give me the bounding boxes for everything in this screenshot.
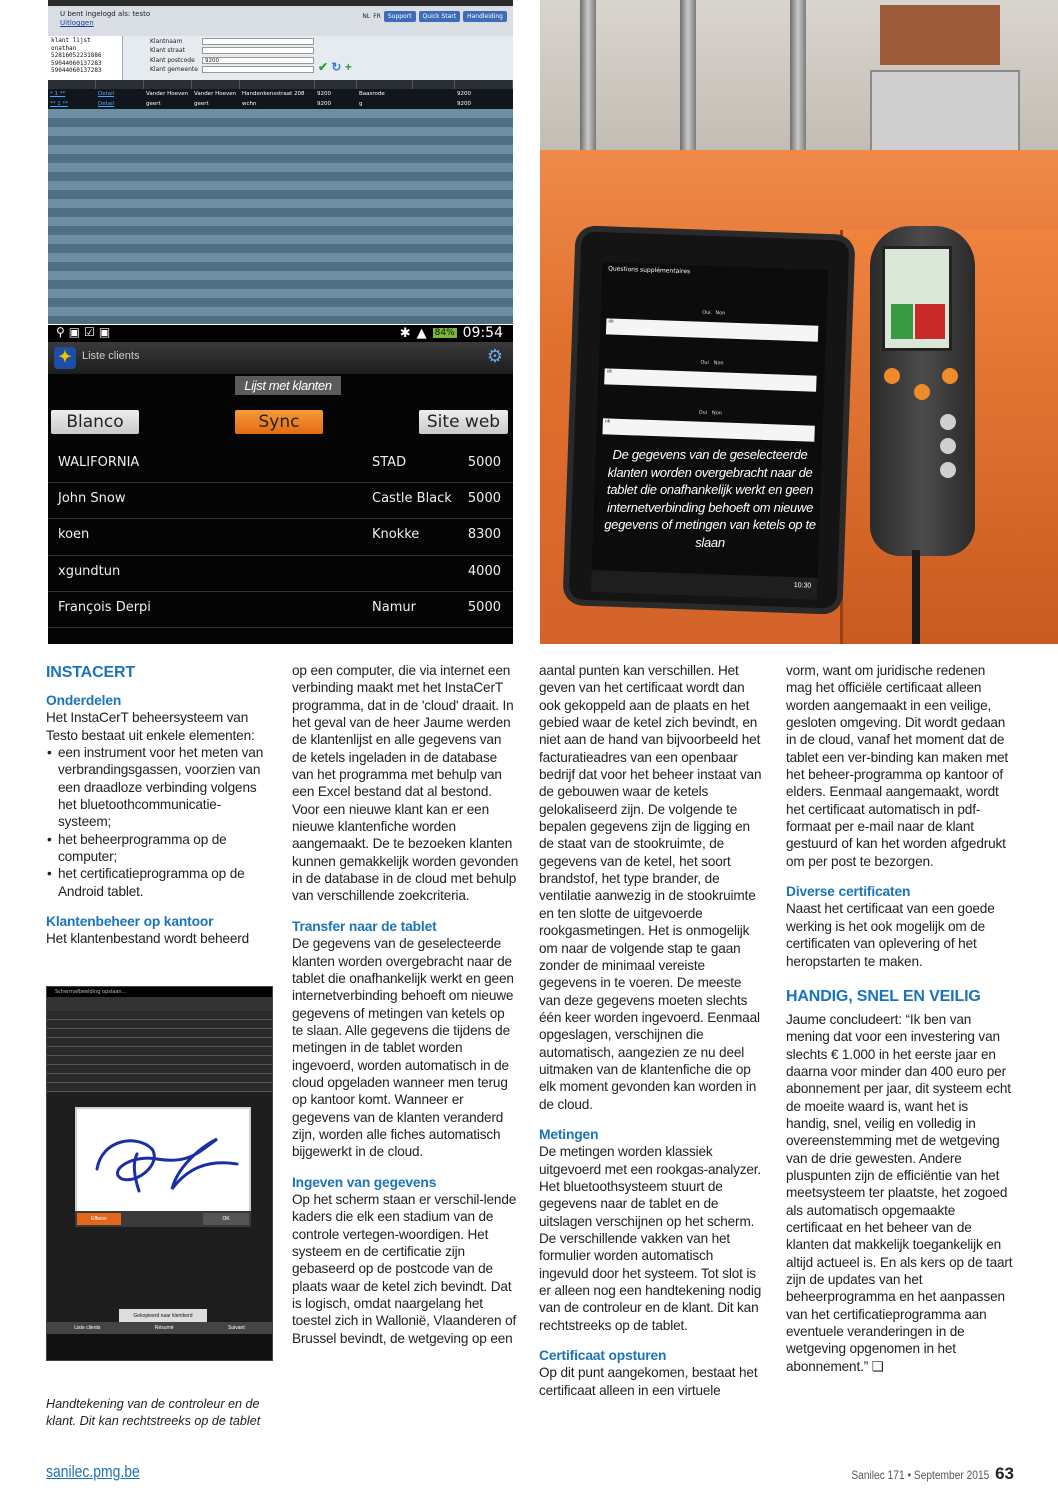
article-column-2 — [292, 662, 519, 1347]
battery-level: 84% — [434, 328, 455, 338]
radio-oui[interactable]: Oui — [702, 309, 711, 316]
list-item[interactable] — [48, 447, 513, 483]
heading-onderdelen: Onderdelen — [46, 693, 122, 708]
table-row[interactable]: ** 1 ** Detail geert geert wchn 9200 g 9200 — [48, 99, 513, 109]
paragraph: Het klantenbestand wordt beheerd — [46, 931, 250, 947]
heading-diverse: Diverse certificaten — [786, 884, 911, 900]
app-logo-icon: ✦ — [54, 347, 76, 369]
analyzer-key — [914, 384, 930, 400]
tablet-field[interactable]: ok — [606, 318, 818, 341]
client-zip: 5000 — [467, 491, 501, 507]
android-nav-bar — [47, 1334, 272, 1360]
empty-table-rows — [48, 109, 513, 324]
copied-toast: Gekopieerd naar klembord — [119, 1309, 207, 1323]
client-street-input[interactable] — [202, 47, 314, 54]
photo-caption: De gegevens van de geselecteerde klanten worden overgebracht naar de tablet die onafhankelijk werkt en geen internetverbinding behoeft om nieuwe gegevens of metingen van ketels op te slaan — [604, 447, 816, 550]
client-postcode-input[interactable]: 9200 — [202, 57, 314, 64]
tablet-title: Questions supplémentaires — [608, 265, 691, 276]
notification-icons: ⚲▣☑▣ — [56, 325, 115, 339]
logged-in-text: U bent ingelogd als: testo — [60, 10, 151, 18]
app-bar — [48, 342, 513, 374]
analyzer-key — [884, 368, 900, 384]
flue-gas-analyzer — [870, 226, 975, 556]
boiler-room-photo — [540, 0, 1058, 644]
page-number: 63 — [995, 1464, 1014, 1483]
analyzer-key — [940, 462, 956, 478]
lang-nl[interactable]: NL — [362, 13, 371, 20]
field-label: Klant postcode — [150, 56, 195, 64]
status-time: 09:54 — [462, 325, 503, 341]
paragraph: De gegevens van de geselecteerde klanten worden overgebracht naar de tablet die onafhankelijk werkt en geen internetverbinding behoeft om nieuwe gegevens of metingen van ketels op te slaan. Alle gegevens die tijdens de metingen in de tablet worden ingevoerd, worden automatisch in de cloud opgeladen wanneer men terug op kantoor komt. Wanneer er gegevens van de klanten veranderd zijn, worden alle fiches automatisch bijgewerkt in de cloud. — [292, 936, 514, 1160]
paragraph: Jaume concludeert: “Ik ben van mening dat voor een investering van slechts € 1.000 in het eerste jaar en daarna voor minder dan 400 euro per abonnement per jaar, dit systeem echt de moeite waard is, want het is handig, snel, veilig en volledig in overeenstemming met de wetgeving van de drie gewesten. Andere pluspunten zijn de efficiëntie van het meetsysteem ter plaatste, het zogoed als automatisch opgemaakte certificaat en het beheer van de klanten dat makkelijk toegankelijk en altijd actueel is. En als kers op de taart zijn de updates van het beheerprogramma en het aanpassen van het certificatieprogramma aan eventuele veranderingen in de wetgeving opgenomen in het abonnement.” ❏ — [786, 1011, 1013, 1374]
issue-info: Sanilec 171 • September 2015 — [851, 1468, 990, 1482]
list-item[interactable] — [48, 519, 513, 555]
list-item[interactable] — [48, 556, 513, 592]
paragraph: Op het scherm staan er verschil-lende kaders die elk een stadium van de controle vertegen-woordigen. Het systeem en de certificatie zijn gebaseerd op de postcode van de plaats waar de ketel zich bevindt. Dat is logisch, omdat naargelang het toestel zich in Wallonië, Vlaanderen of Brussel bevindt, de wetgeving op een — [292, 1191, 517, 1346]
client-city: Knokke — [372, 527, 420, 543]
client-zip: 8300 — [467, 527, 501, 543]
ok-button[interactable]: OK — [203, 1213, 249, 1225]
signal-icon: ▲ — [416, 325, 427, 341]
article-column-1 — [46, 662, 272, 948]
client-zip: 5000 — [467, 599, 501, 615]
heading-klantenbeheer: Klantenbeheer op kantoor — [46, 914, 214, 930]
add-icon[interactable]: + — [344, 60, 352, 74]
paragraph: Op dit punt aangekomen, bestaat het certificaat alleen in een virtuele — [539, 1365, 758, 1398]
client-table — [48, 80, 513, 324]
paragraph: aantal punten kan verschillen. Het geven van het certificaat wordt dan ook gekoppeld aan de plaats en het gebied waar de ketel zich bevindt, en niet aan de hand van bijvoorbeeld het facturatieadres van een openbaar bedrijf dat voor het beheer instaat van de gebouwen waar de ketels gelokaliseerd zijn. De volgende te bepalen gegevens zijn de ligging en de staat van de stookruimte, de gegevens van de ketel, het soort brandstof, het type brander, de ventilatie aanwezig in de stookruimte en ten slotte de uitgevoerde rookgasmetingen. Het is onmogelijk om naar de volgende stap te gaan zonder de minimaal vereiste gegevens in te voeren. De meeste van deze gegevens moeten slechts één keer worden ingevoerd. Eenmaal opgeslagen, verschijnen die automatisch, aangezien ze nu deel uitmaken van de klantenfiche die op elk moment gevonden kan worden in de cloud. — [539, 663, 762, 1112]
heading-metingen: Metingen — [539, 1126, 599, 1142]
bluetooth-icon: ✱ — [399, 325, 411, 341]
tablet-field[interactable]: ok — [604, 368, 816, 391]
end-mark-icon: ❏ — [871, 1358, 884, 1374]
radio-non[interactable]: Non — [715, 310, 726, 317]
refresh-icon[interactable]: ↻ — [331, 60, 342, 74]
analyzer-key — [940, 414, 956, 430]
tablet-time: 10:30 — [793, 582, 812, 590]
client-list-item[interactable]: 59044060137283 — [51, 59, 102, 67]
signature-caption: Handtekening van de controleur en de klant. Dit kan rechtstreeks op de tablet — [46, 1397, 261, 1428]
web-app-screenshot — [48, 0, 513, 324]
client-list-item[interactable]: 59044060137283 — [51, 67, 102, 74]
client-name: John Snow — [58, 491, 126, 507]
client-city: STAD — [372, 455, 407, 470]
paragraph: De metingen worden klassiek uitgevoerd met een rookgas-analyzer. Het bluetoothsysteem stuurt de gegevens naar de tablet en de uitslagen verschijnen op het scherm. De verschillende vakken van het formulier worden automatisch ingevuld door het systeem. Tot slot is er alleen nog een handtekening nodig van de controleur en de klant. Dit kan rechtstreeks op de tablet. — [539, 1144, 762, 1333]
status-bar — [48, 325, 513, 342]
list-item[interactable] — [48, 483, 513, 519]
heading-transfer: Transfer naar de tablet — [292, 918, 437, 934]
client-name: François Derpi — [58, 599, 151, 615]
list-item: • het certificatieprogramma op de Android tablet. — [46, 865, 272, 900]
heading-handig: HANDIG, SNEL EN VEILIG — [786, 987, 981, 1005]
analyzer-key — [940, 438, 956, 454]
logout-link[interactable]: Uitloggen — [60, 19, 94, 27]
list-item[interactable] — [48, 592, 513, 628]
app-header — [48, 6, 513, 36]
table-header — [48, 80, 513, 89]
analyzer-key — [942, 368, 958, 384]
signature-screenshot — [46, 986, 273, 1361]
article-title: INSTACERT — [46, 664, 136, 681]
tablet-field[interactable]: ok — [602, 418, 814, 441]
clear-button[interactable]: Effacer — [77, 1213, 121, 1225]
client-list[interactable] — [48, 36, 123, 80]
signature-nav — [47, 1322, 272, 1334]
client-list-item[interactable]: 52816052231886 — [51, 52, 102, 59]
client-zip: 5000 — [467, 455, 501, 470]
check-icon[interactable]: ✔ — [318, 60, 329, 74]
paragraph: vorm, want om juridische redenen mag het officiële certificaat alleen worden aangemaakt in een veilige, gesloten omgeving. Dit wordt gedaan in de cloud, vanaf het moment dat de tablet een ver-binding kan maken met het beheer-programma op kantoor of elders. Eenmaal aangemaakt, wordt het certificaat automatisch in pdf-formaat per e-mail naar de klant gestuurd of kan het worden afgedrukt om per post te bezorgen. — [786, 663, 1009, 869]
tablet-device — [569, 231, 850, 608]
page-footer — [827, 1464, 1014, 1484]
field-label: Klant straat — [150, 47, 185, 55]
screenshot-notification: Schermafbeelding opslaan... — [47, 987, 272, 997]
tablet-screen: Questions supplémentaires Oui Non ok Oui Non ok Oui Non ok 10:30 — [591, 262, 828, 600]
gear-icon[interactable]: ⚙ — [486, 346, 503, 366]
client-name: koen — [58, 527, 90, 543]
screen-label: Lijst met klanten — [235, 376, 341, 395]
signature-pad[interactable] — [75, 1107, 251, 1227]
analyzer-screen — [882, 246, 952, 351]
field-label: Klantnaam — [150, 37, 183, 45]
client-name: xgundtun — [58, 563, 121, 579]
client-name: WALIFORNIA — [58, 455, 140, 470]
client-city: Castle Black — [372, 491, 452, 507]
lang-fr[interactable]: FR — [373, 13, 381, 20]
table-row[interactable]: * 1 ** Detail Vander Hoeven Vander Hoeven Handenkensstraat 208 9200 Baasrode 9200 — [48, 89, 513, 99]
app-title: Liste clients — [82, 350, 140, 362]
client-list-label: klant lijst — [51, 37, 91, 44]
field-label: Klant gemeente — [150, 66, 198, 74]
website-link[interactable]: sanilec.pmg.be — [46, 1462, 140, 1481]
signature-drawing — [77, 1109, 253, 1213]
action-icons — [318, 60, 352, 74]
paragraph: Het InstaCerT beheersysteem van Testo bestaat uit enkele elementen: — [46, 710, 255, 743]
list-item: • het beheerprogramma op de computer; — [46, 831, 272, 866]
client-list — [48, 447, 513, 628]
client-municipality-input[interactable] — [202, 66, 314, 73]
nav-summary[interactable]: Résumé — [154, 1325, 174, 1331]
article-column-3 — [539, 662, 766, 1399]
client-city: Namur — [372, 599, 416, 615]
blanco-button[interactable]: Blanco — [51, 410, 139, 434]
header-actions — [362, 11, 507, 22]
component-list — [46, 744, 272, 900]
client-search-form — [48, 36, 513, 80]
paragraph: Naast het certificaat van een goede werking is het ook mogelijk om de certificaten van oplevering of het heropstarten te maken. — [786, 901, 995, 969]
heading-ingeven: Ingeven van gegevens — [292, 1174, 437, 1190]
nav-client-list[interactable]: Liste clients — [74, 1325, 101, 1331]
paragraph: op een computer, die via internet een verbinding maakt met het InstaCerT programma, dat in de 'cloud' draait. In het geval van de heer Jaume werden de klantenlijst en alle gegevens van de ketels ingeladen in de database van het programma met behulp van een Excel bestand dat al bestond. Voor een nieuwe klant kan er een nieuwe klantenfiche worden aangemaakt. De te bezoeken klanten kunnen gemakkelijk worden gevonden in de database in de cloud met behulp van verschillende zoekcriteria. — [292, 663, 519, 904]
search-fields — [150, 36, 314, 74]
website-button[interactable]: Site web — [419, 410, 508, 434]
sync-button[interactable]: Sync — [235, 410, 323, 434]
support-button[interactable]: Support — [384, 11, 416, 22]
client-list-item[interactable]: onathan — [51, 44, 77, 52]
heading-certificaat: Certificaat opsturen — [539, 1348, 667, 1364]
quick-start-button[interactable]: Quick Start — [419, 11, 461, 22]
list-item: • een instrument voor het meten van verbrandingsgassen, voorzien van een draadloze verbinding volgens het bluetoothcommunicatie-systeem; — [46, 744, 272, 831]
client-name-input[interactable] — [202, 38, 314, 45]
nav-next[interactable]: Suivant — [228, 1325, 245, 1331]
client-zip: 4000 — [467, 563, 501, 579]
manual-button[interactable]: Handleiding — [463, 11, 507, 22]
article-column-4 — [786, 662, 1014, 1375]
android-client-list-screenshot — [48, 325, 513, 644]
